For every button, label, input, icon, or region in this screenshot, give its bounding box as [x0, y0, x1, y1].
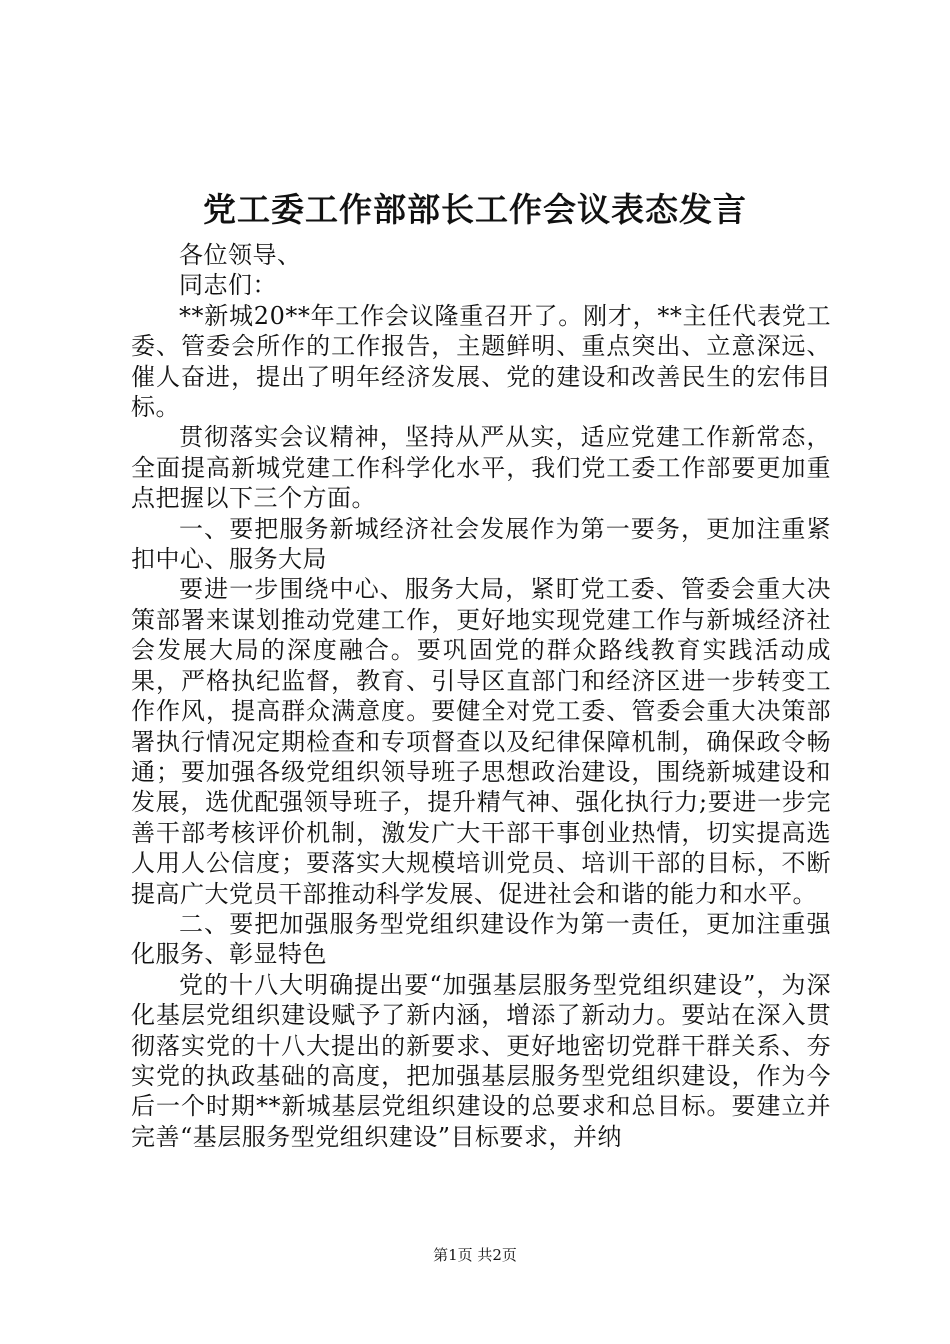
- body-paragraph: 贯彻落实会议精神，坚持从严从实，适应党建工作新常态，全面提高新城党建工作科学化水平，我们党工委工作部要更加重点把握以下三个方面。: [131, 423, 831, 513]
- page-footer: 第1页 共2页: [433, 1246, 517, 1264]
- document-body: [131, 240, 831, 1152]
- document-title: 党工委工作部部长工作会议表态发言: [203, 190, 747, 229]
- body-paragraph: 要进一步围绕中心、服务大局，紧盯党工委、管委会重大决策部署来谋划推动党建工作，更好地实现党建工作与新城经济社会发展大局的深度融合。要巩固党的群众路线教育实践活动成果，严格执纪监督，教育、引导区直部门和经济区进一步转变工作作风，提高群众满意度。要健全对党工委、管委会重大决策部署执行情况定期检查和专项督查以及纪律保障机制，确保政令畅通；要加强各级党组织领导班子思想政治建设，围绕新城建设和发展，选优配强领导班子，提升精气神、强化执行力;要进一步完善干部考核评价机制，激发广大干部干事创业热情，切实提高选人用人公信度；要落实大规模培训党员、培训干部的目标，不断提高广大党员干部推动科学发展、促进社会和谐的能力和水平。: [131, 575, 831, 908]
- section-heading: 一、要把服务新城经济社会发展作为第一要务，更加注重紧扣中心、服务大局: [131, 514, 831, 574]
- salutation-line: 同志们：: [179, 271, 277, 300]
- body-paragraph: 党的十八大明确提出要“加强基层服务型党组织建设”，为深化基层党组织建设赋予了新内涵，增添了新动力。要站在深入贯彻落实党的十八大提出的新要求、更好地密切党群干群关系、夯实党的执政基础的高度，把加强基层服务型党组织建设，作为今后一个时期**新城基层党组织建设的总要求和总目标。要建立并完善“基层服务型党组织建设”目标要求，并纳: [131, 970, 831, 1151]
- body-paragraph: **新城20**年工作会议隆重召开了。刚才，**主任代表党工委、管委会所作的工作报告，主题鲜明、重点突出、立意深远、催人奋进，提出了明年经济发展、党的建设和改善民生的宏伟目标。: [131, 301, 831, 422]
- section-heading: 二、要把加强服务型党组织建设作为第一责任，更加注重强化服务、彰显特色: [131, 909, 831, 969]
- salutation-line: 各位领导、: [179, 241, 302, 269]
